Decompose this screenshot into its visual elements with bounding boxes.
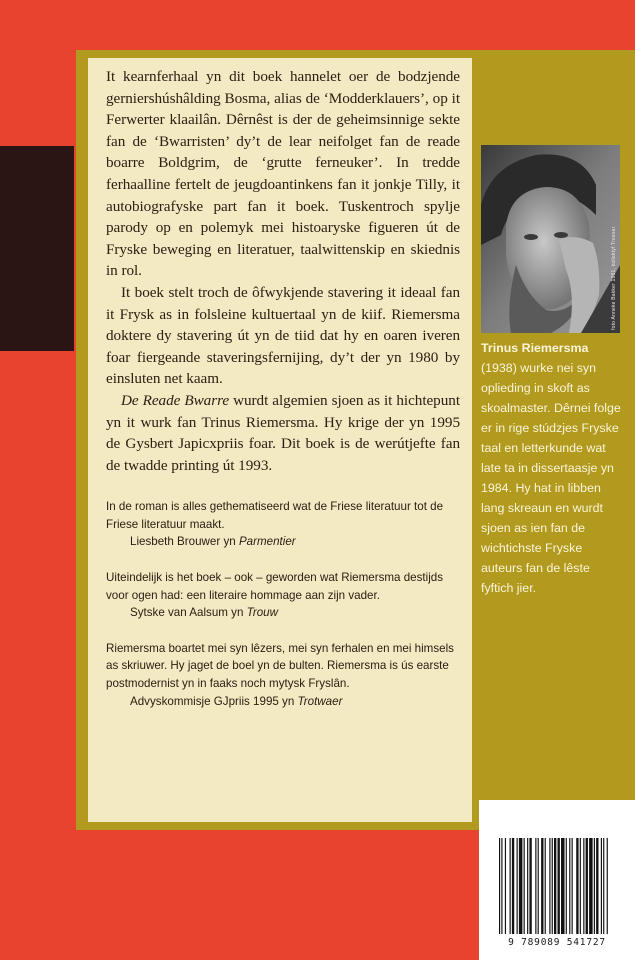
barcode-panel (479, 800, 635, 960)
blurb-box (88, 58, 472, 822)
quote-text: In de roman is alles gethematiseerd wat de Friese literatuur tot de Friese literatuur maakt. (106, 500, 444, 531)
barcode (499, 838, 609, 934)
author-bio (481, 338, 621, 598)
quote-publication: Trouw (246, 606, 279, 620)
review-quote (106, 498, 460, 551)
paragraph-1: It kearnferhaal yn dit boek hannelet oer de bodzjende gerniershúshâlding Bosma, alias de ‘Modderklauers’, op it Ferwerter klaailân. Dêrnêst is der de geheimsinnige sekte fan de ‘Bwarristen’ dy’t de lear neifolget fan de reade boarre Boldgrim, de ‘grutte ferneuker’. In tredde ferhaalline fertelt de jeugdoantinkens fan it jonkje Tilly, it autobiografyske part fan it boek. Tuskentroch spylje parody op en polemyk mei histoaryske figueren út de Fryske beweging en literatuer, taalwittenskip en skiednis in rol. (106, 68, 460, 280)
isbn-number: 9 789089 541727 (508, 937, 606, 948)
quote-publication: Parmentier (238, 535, 296, 549)
paragraph-3 (106, 390, 460, 476)
quote-text: Uiteindelijk is het boek – ook – geworden wat Riemersma destijds voor ogen had: een literaire hommage aan zijn vader. (106, 571, 444, 602)
author-bio-text: (1938) wurke nei syn oplieding in skoft as skoalmaster. Dêrnei folge er in rige stúdzjes Fryske taal en letterkunde wat late ta in dissertaasje yn 1984. Hy hat in libben lang skreaun en wurdt sjoen as ien fan de wichtichste Fryske auteurs fan de lêste fyftich jier. (481, 361, 621, 595)
quote-author: Advyskommisje GJpriis 1995 yn (130, 694, 295, 708)
paragraph-3-text: wurdt algemien sjoen as it hichtepunt yn it wurk fan Trinus Riemersma. Hy krige der yn 1995 de Gysbert Japicxpriis foar. Dit boek is de werútjefte fan de twadde printing út 1993. (106, 391, 460, 474)
author-name: Trinus Riemersma (481, 341, 589, 355)
review-quotes (106, 498, 460, 710)
quote-source (106, 533, 460, 551)
quote-source (106, 604, 460, 622)
quote-source (106, 693, 460, 711)
main-text (106, 66, 460, 476)
photo-credit: foto Anneke Bakker 1981, kollektyf Tresoar (611, 226, 617, 330)
review-quote (106, 640, 460, 710)
author-photo (481, 145, 620, 333)
quote-author: Sytske van Aalsum yn (130, 606, 244, 620)
quote-author: Liesbeth Brouwer yn (130, 535, 236, 549)
paragraph-2: It boek stelt troch de ôfwykjende stavering it ideaal fan it Frysk as in folsleine kultuertaal yn de kiif. Riemersma doktere dy stavering út yn de tiid dat hy en oaren iveren foar fiergeande staveringsfernijing, dy’t der yn 1980 by einsluten net kaam. (106, 283, 460, 388)
quote-publication: Trotwaer (297, 694, 343, 708)
quote-text: Riemersma boartet mei syn lêzers, mei syn ferhalen en mei himsels as skriuwer. Hy jaget de boel yn de bulten. Riemersma is ús earste postmodernist yn in faaks noch mytysk Fryslân. (106, 641, 454, 691)
dark-band (0, 146, 74, 351)
review-quote (106, 569, 460, 622)
book-title: De Reade Bwarre (121, 391, 230, 409)
